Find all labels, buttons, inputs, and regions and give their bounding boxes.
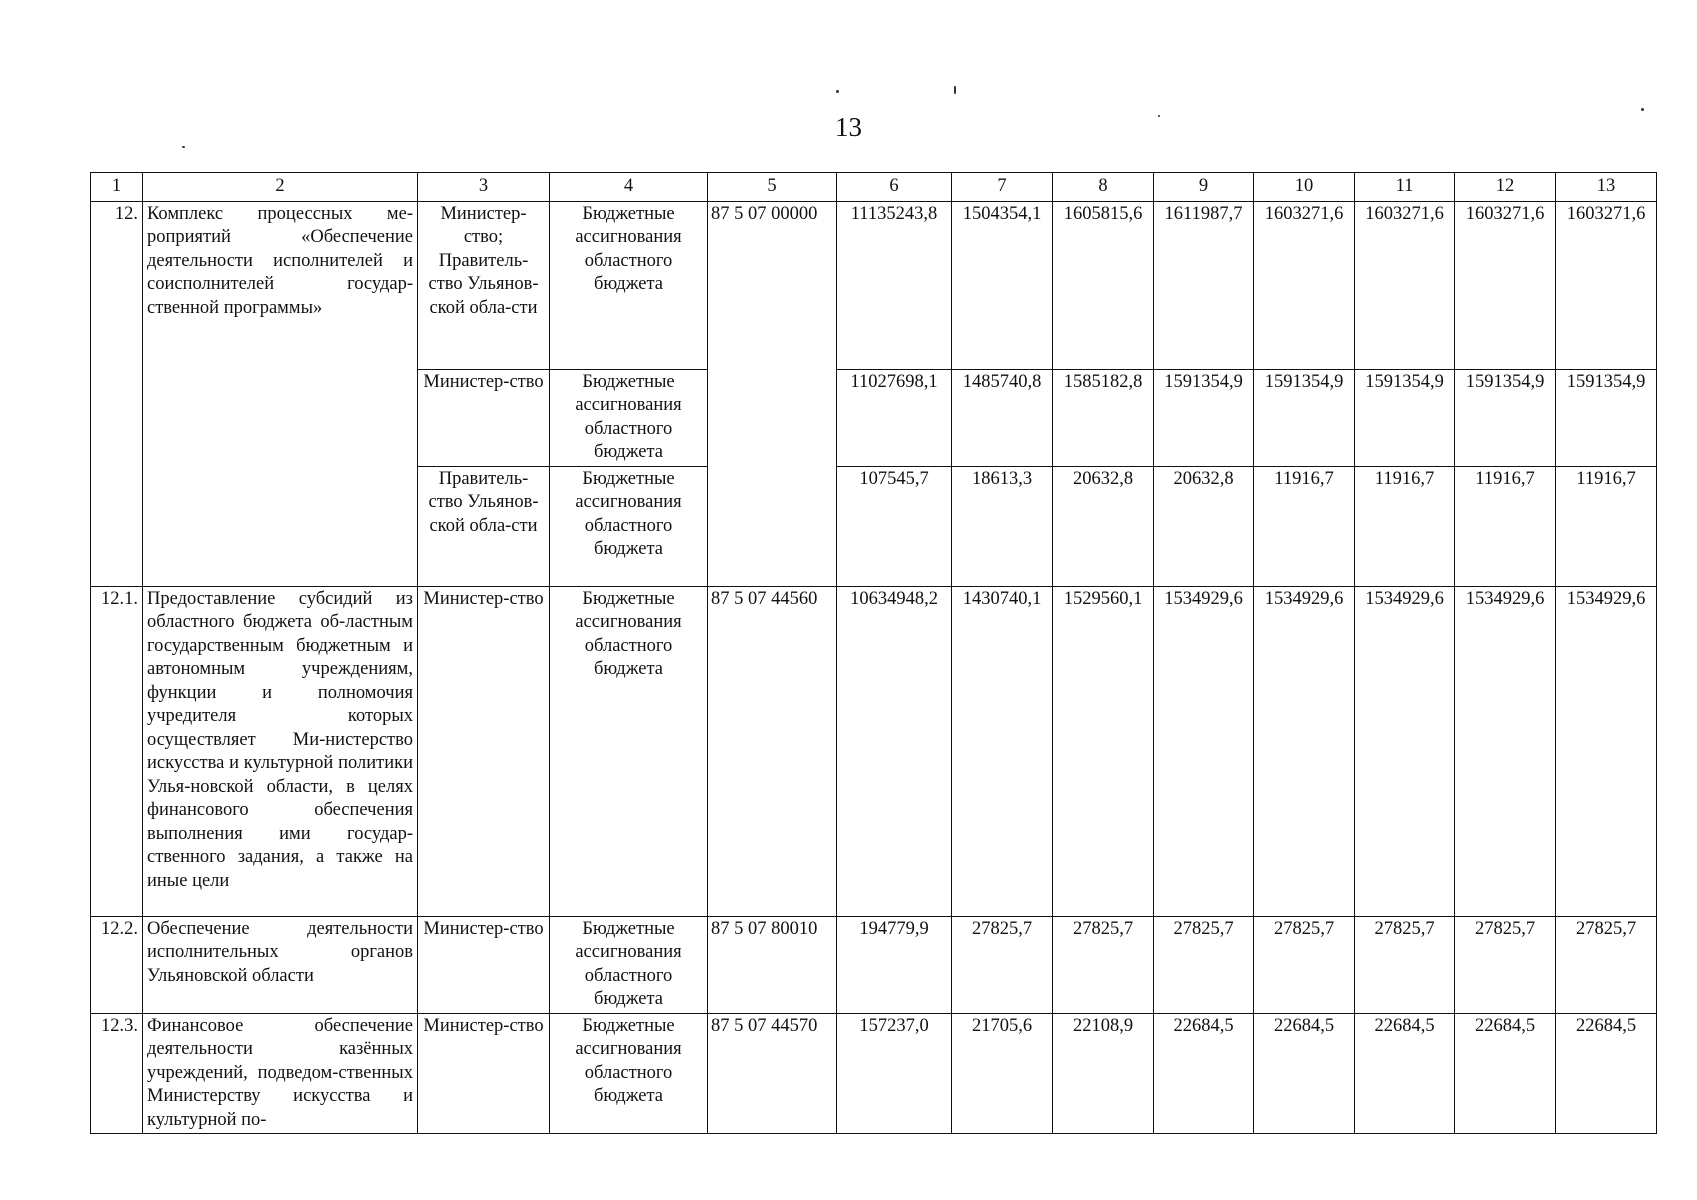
scan-speck: [836, 90, 839, 93]
budget-code-cell: 87 5 07 80010: [708, 916, 837, 1013]
column-header: 7: [952, 173, 1053, 202]
budget-code-cell: 87 5 07 44560: [708, 586, 837, 916]
column-header: 6: [837, 173, 952, 202]
amount-cell: 1504354,1: [952, 201, 1053, 369]
amount-cell: 194779,9: [837, 916, 952, 1013]
measure-name: Финансовое обеспечение деятельности казённых учреждений, подведом-ственных Министерству искусства и культурной по-: [143, 1013, 418, 1134]
amount-cell: 1591354,9: [1355, 369, 1455, 466]
column-header: 8: [1053, 173, 1154, 202]
table-row: [91, 1013, 1657, 1134]
amount-cell: 1591354,9: [1455, 369, 1556, 466]
funding-source-cell: Бюджетные ассигнования областного бюджета: [550, 369, 708, 466]
amount-cell: 21705,6: [952, 1013, 1053, 1134]
funding-source-cell: Бюджетные ассигнования областного бюджета: [550, 466, 708, 586]
column-header: 11: [1355, 173, 1455, 202]
budget-table: [90, 172, 1657, 1134]
table-header-row: [91, 173, 1657, 202]
scan-speck: [1158, 115, 1160, 117]
amount-cell: 1603271,6: [1556, 201, 1657, 369]
amount-cell: 1611987,7: [1154, 201, 1254, 369]
amount-cell: 1605815,6: [1053, 201, 1154, 369]
measure-name: Комплекс процессных ме-роприятий «Обеспечение деятельности исполнителей и соисполнителей государ-ственной программы»: [143, 201, 418, 586]
column-header: 9: [1154, 173, 1254, 202]
amount-cell: 11916,7: [1355, 466, 1455, 586]
funding-source-cell: Бюджетные ассигнования областного бюджета: [550, 586, 708, 916]
amount-cell: 1603271,6: [1455, 201, 1556, 369]
amount-cell: 11135243,8: [837, 201, 952, 369]
amount-cell: 11916,7: [1556, 466, 1657, 586]
amount-cell: 10634948,2: [837, 586, 952, 916]
scan-speck: [182, 146, 185, 148]
executor-cell: Министер-ство: [418, 369, 550, 466]
amount-cell: 1529560,1: [1053, 586, 1154, 916]
amount-cell: 22684,5: [1154, 1013, 1254, 1134]
amount-cell: 27825,7: [952, 916, 1053, 1013]
amount-cell: 1534929,6: [1154, 586, 1254, 916]
budget-code-cell: 87 5 07 44570: [708, 1013, 837, 1134]
amount-cell: 1430740,1: [952, 586, 1053, 916]
amount-cell: 1585182,8: [1053, 369, 1154, 466]
amount-cell: 1603271,6: [1355, 201, 1455, 369]
row-number: 12.: [91, 201, 143, 586]
column-header: 4: [550, 173, 708, 202]
measure-name: Обеспечение деятельности исполнительных органов Ульяновской области: [143, 916, 418, 1013]
column-header: 5: [708, 173, 837, 202]
amount-cell: 27825,7: [1556, 916, 1657, 1013]
executor-cell: Министер-ство; Правитель-ство Ульянов-ской обла-сти: [418, 201, 550, 369]
funding-source-cell: Бюджетные ассигнования областного бюджета: [550, 1013, 708, 1134]
executor-cell: Правитель-ство Ульянов-ской обла-сти: [418, 466, 550, 586]
column-header: 1: [91, 173, 143, 202]
amount-cell: 27825,7: [1355, 916, 1455, 1013]
amount-cell: 1534929,6: [1254, 586, 1355, 916]
amount-cell: 11916,7: [1254, 466, 1355, 586]
amount-cell: 18613,3: [952, 466, 1053, 586]
amount-cell: 1534929,6: [1455, 586, 1556, 916]
amount-cell: 20632,8: [1154, 466, 1254, 586]
amount-cell: 1591354,9: [1556, 369, 1657, 466]
executor-cell: Министер-ство: [418, 1013, 550, 1134]
column-header: 13: [1556, 173, 1657, 202]
table-row: [91, 201, 1657, 369]
amount-cell: 1603271,6: [1254, 201, 1355, 369]
amount-cell: 22684,5: [1556, 1013, 1657, 1134]
column-header: 12: [1455, 173, 1556, 202]
scan-speck: [954, 86, 956, 94]
page-number: 13: [835, 112, 862, 142]
amount-cell: 1534929,6: [1556, 586, 1657, 916]
table-row: [91, 916, 1657, 1013]
amount-cell: 27825,7: [1254, 916, 1355, 1013]
executor-cell: Министер-ство: [418, 586, 550, 916]
table-row: [91, 586, 1657, 916]
amount-cell: 27825,7: [1455, 916, 1556, 1013]
amount-cell: 22684,5: [1254, 1013, 1355, 1134]
amount-cell: 1591354,9: [1154, 369, 1254, 466]
column-header: 2: [143, 173, 418, 202]
amount-cell: 107545,7: [837, 466, 952, 586]
scan-speck: [1641, 108, 1644, 111]
amount-cell: 22684,5: [1355, 1013, 1455, 1134]
amount-cell: 157237,0: [837, 1013, 952, 1134]
column-header: 3: [418, 173, 550, 202]
row-number: 12.2.: [91, 916, 143, 1013]
amount-cell: 27825,7: [1154, 916, 1254, 1013]
budget-code-cell: 87 5 07 00000: [708, 201, 837, 586]
measure-name: Предоставление субсидий из областного бюджета об-ластным государственным бюджетным и автономным учреждениям, функции и полномочия учредителя которых осуществляет Ми-нистерство искусства и культурной политики Улья-новской области, в целях финансового обеспечения выполнения ими государ-ственного задания, а также на иные цели: [143, 586, 418, 916]
amount-cell: 1591354,9: [1254, 369, 1355, 466]
amount-cell: 20632,8: [1053, 466, 1154, 586]
amount-cell: 11916,7: [1455, 466, 1556, 586]
executor-cell: Министер-ство: [418, 916, 550, 1013]
funding-source-cell: Бюджетные ассигнования областного бюджета: [550, 201, 708, 369]
amount-cell: 1534929,6: [1355, 586, 1455, 916]
column-header: 10: [1254, 173, 1355, 202]
row-number: 12.3.: [91, 1013, 143, 1134]
funding-source-cell: Бюджетные ассигнования областного бюджета: [550, 916, 708, 1013]
row-number: 12.1.: [91, 586, 143, 916]
amount-cell: 11027698,1: [837, 369, 952, 466]
amount-cell: 22684,5: [1455, 1013, 1556, 1134]
amount-cell: 27825,7: [1053, 916, 1154, 1013]
amount-cell: 22108,9: [1053, 1013, 1154, 1134]
amount-cell: 1485740,8: [952, 369, 1053, 466]
